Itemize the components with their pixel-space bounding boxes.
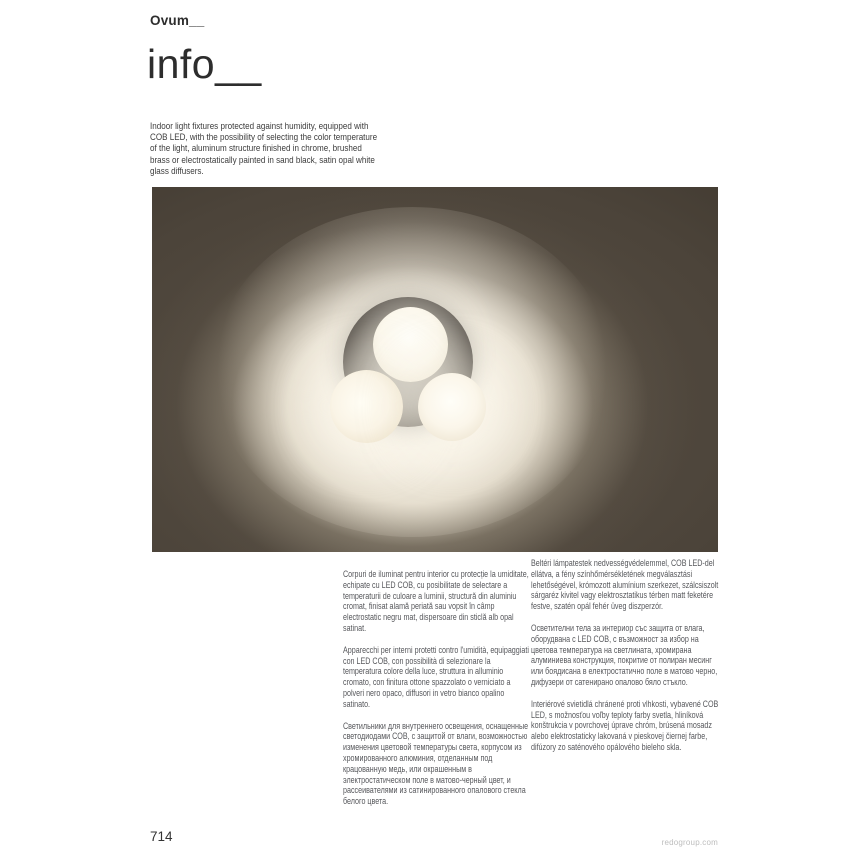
descriptions-right-column (531, 558, 719, 764)
glass-sphere-right (418, 373, 486, 441)
description-bg: Осветителни тела за интериор със защита от влага, оборудвана с LED COB, с възможност за избор на цветова температура на светлината, хромирана алуминиева конструкция, покритие от полиран месинг или боядисана в електростатично поле в матово черно, дифузери от сатенирано опалово бяло стъкло. (531, 622, 718, 687)
description-ro: Corpuri de iluminat pentru interior cu protecție la umiditate, echipate cu LED COB, cu posibilitate de selectare a temperaturii de culoare a luminii, structură din aluminiu cromat, finisat alamă periată sau vopsit în câmp electrostatic negru mat, dispersoare din sticlă alb opal satinat. (343, 569, 529, 633)
page-title: info__ (147, 41, 262, 87)
description-it: Apparecchi per interni protetti contro l'umidità, equipaggiati con LED COB, con possibilità di selezionare la temperatura colore della luce, struttura in alluminio cromato, con finitura ottone spazzolato o verniciato a polveri nero opaco, diffusori in vetro bianco opalino satinato. (343, 644, 529, 709)
descriptions-left-column (343, 569, 531, 818)
description-ru: Светильники для внутреннего освещения, оснащенные светодиодами COB, с защитой от влаги, возможностью изменения цветовой температуры света, корпусом из хромированного алюминия, отделанным под крацованную медь, или окрашенным в электростатическом поле в матово-черный цвет, и рассеивателями из сатинированного опалового стекла белого цвета. (343, 720, 529, 807)
intro-paragraph-en: Indoor light fixtures protected against humidity, equipped with COB LED, with the possibility of selecting the color temperature of the light, aluminum structure finished in chrome, brushed brass or electrostatically painted in sand black, satin opal white glass diffusers. (150, 120, 378, 178)
brand-title: Ovum__ (150, 13, 205, 28)
product-photo (152, 187, 718, 552)
description-sk: Interiérové svietidlá chránené proti vlhkosti, vybavené COB LED, s možnosťou voľby teploty farby svetla, hliníková konštrukcia v povrchovej úprave chróm, brúsená mosadz alebo elektrostaticky lakovaná v pieskovej čiernej farbe, difúzory zo saténového opálového bieleho skla. (531, 698, 719, 752)
glass-sphere-top (373, 307, 448, 382)
description-hu: Beltéri lámpatestek nedvességvédelemmel, COB LED-del ellátva, a fény színhőmérsékletének megválasztási lehetőségével, krómozott alumínium szerkezet, szálcsiszolt sárgaréz kivitel vagy elektrosztatikus térben matt feketére festve, szatén opál fehér üveg diszperzór. (531, 558, 719, 612)
page-number: 714 (150, 829, 173, 844)
website-url: redogroup.com (661, 838, 718, 847)
glass-sphere-left (330, 370, 403, 443)
